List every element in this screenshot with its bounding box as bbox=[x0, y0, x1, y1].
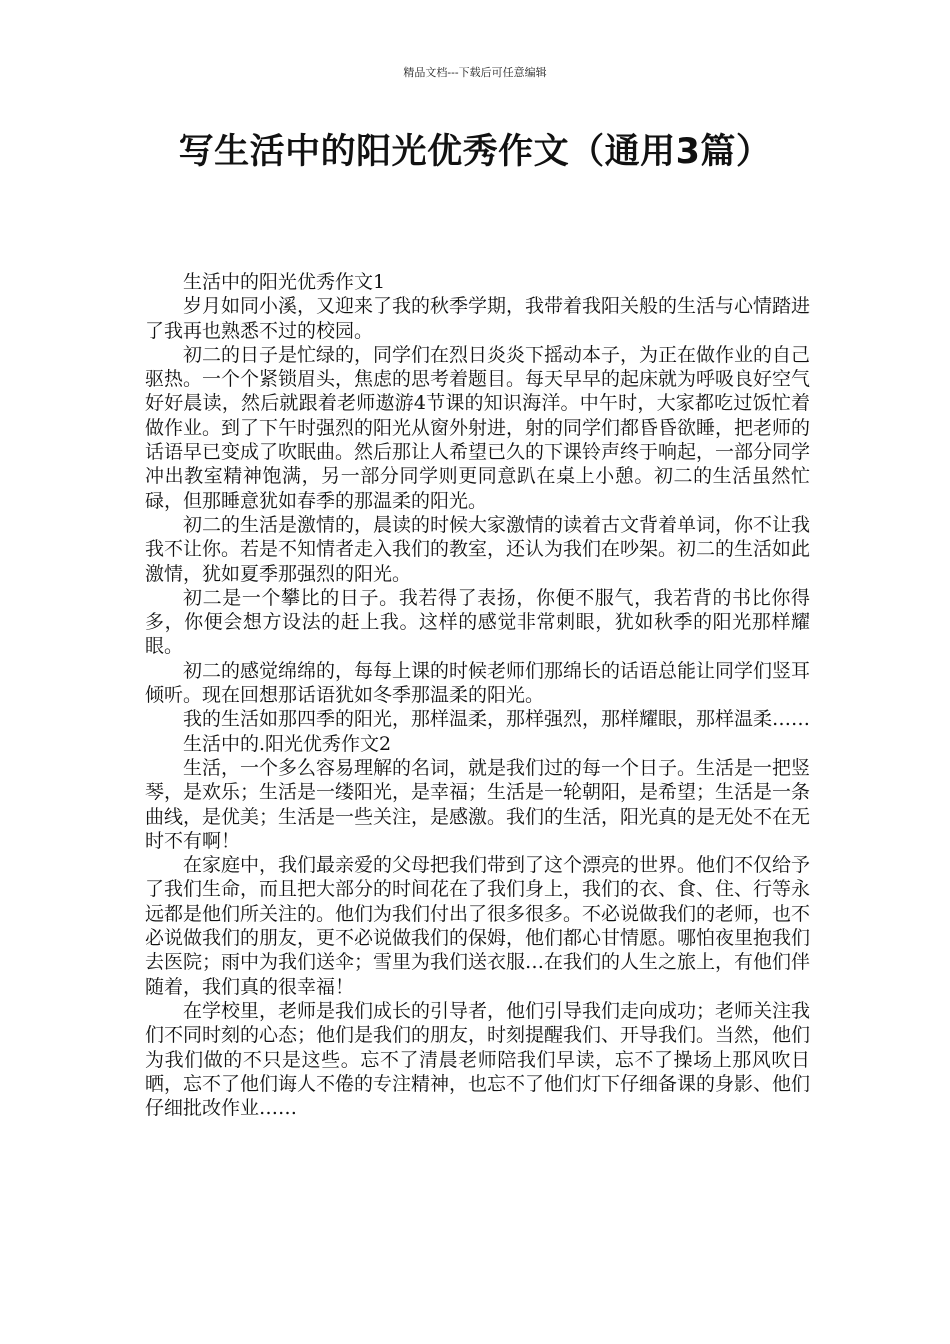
paragraph: 初二的感觉绵绵的，每每上课的时候老师们那绵长的话语总能让同学们竖耳倾听。现在回想那话语犹如冬季那温柔的阳光。 bbox=[145, 659, 811, 707]
paragraph: 岁月如同小溪，又迎来了我的秋季学期，我带着我阳关般的生活与心情踏进了我再也熟悉不过的校园。 bbox=[145, 295, 811, 342]
section-heading: 生活中的阳光优秀作文1 bbox=[183, 271, 386, 293]
paragraph: 我的生活如那四季的阳光，那样温柔，那样强烈，那样耀眼，那样温柔…… bbox=[183, 708, 811, 731]
paragraph: 在学校里，老师是我们成长的引导者，他们引导我们走向成功；老师关注我们不同时刻的心态；他们是我们的朋友，时刻提醒我们、开导我们。当然，他们为我们做的不只是这些。忘不了清晨老师陪我们早读，忘不了操场上那风吹日晒，忘不了他们诲人不倦的专注精神，也忘不了他们灯下仔细备课的身影、他们仔细批改作业…… bbox=[145, 999, 811, 1120]
header-note: 精品文档---下载后可任意编辑 bbox=[403, 66, 547, 79]
paragraph: 初二的日子是忙绿的，同学们在烈日炎炎下摇动本子，为正在做作业的自己驱热。一个个紧锁眉头，焦虑的思考着题目。每天早早的起床就为呼吸良好空气好好晨读，然后就跟着老师遨游4节课的知识海洋。中午时，大家都吃过饭忙着做作业。到了下午时强烈的阳光从窗外射进，射的同学们都昏昏欲睡，把老师的话语早已变成了吹眠曲。然后那让人希望已久的下课铃声终于响起，一部分同学冲出教室精神饱满，另一部分同学则更同意趴在桌上小憩。初二的生活虽然忙碌，但那睡意犹如春季的那温柔的阳光。 bbox=[145, 343, 811, 512]
section-heading: 生活中的.阳光优秀作文2 bbox=[183, 732, 392, 755]
paragraph: 在家庭中，我们最亲爱的父母把我们带到了这个漂亮的世界。他们不仅给予了我们生命，而且把大部分的时间花在了我们身上，我们的衣、食、住、行等永远都是他们所关注的。他们为我们付出了很多很多。不必说做我们的老师，也不必说做我们的朋友，更不必说做我们的保姆，他们都心甘情愿。哪怕夜里抱我们去医院；雨中为我们送伞；雪里为我们送衣服…在我们的人生之旅上，有他们伴随着，我们真的很幸福！ bbox=[145, 854, 811, 998]
paragraph: 生活，一个多么容易理解的名词，就是我们过的每一个日子。生活是一把竖琴，是欢乐；生活是一缕阳光，是幸福；生活是一轮朝阳，是希望；生活是一条曲线，是优美；生活是一些关注，是感激。我们的生活，阳光真的是无处不在无时不有啊！ bbox=[145, 756, 811, 852]
document-title: 写生活中的阳光优秀作文（通用3篇） bbox=[178, 132, 772, 172]
paragraph: 初二的生活是激情的，晨读的时候大家激情的读着古文背着单词，你不让我我不让你。若是不知情者走入我们的教室，还认为我们在吵架。初二的生活如此激情，犹如夏季那强烈的阳光。 bbox=[145, 513, 811, 585]
article-body bbox=[145, 270, 810, 1120]
paragraph: 初二是一个攀比的日子。我若得了表扬，你便不服气，我若背的书比你得多，你便会想方设法的赶上我。这样的感觉非常刺眼，犹如秋季的阳光那样耀眼。 bbox=[145, 586, 810, 658]
